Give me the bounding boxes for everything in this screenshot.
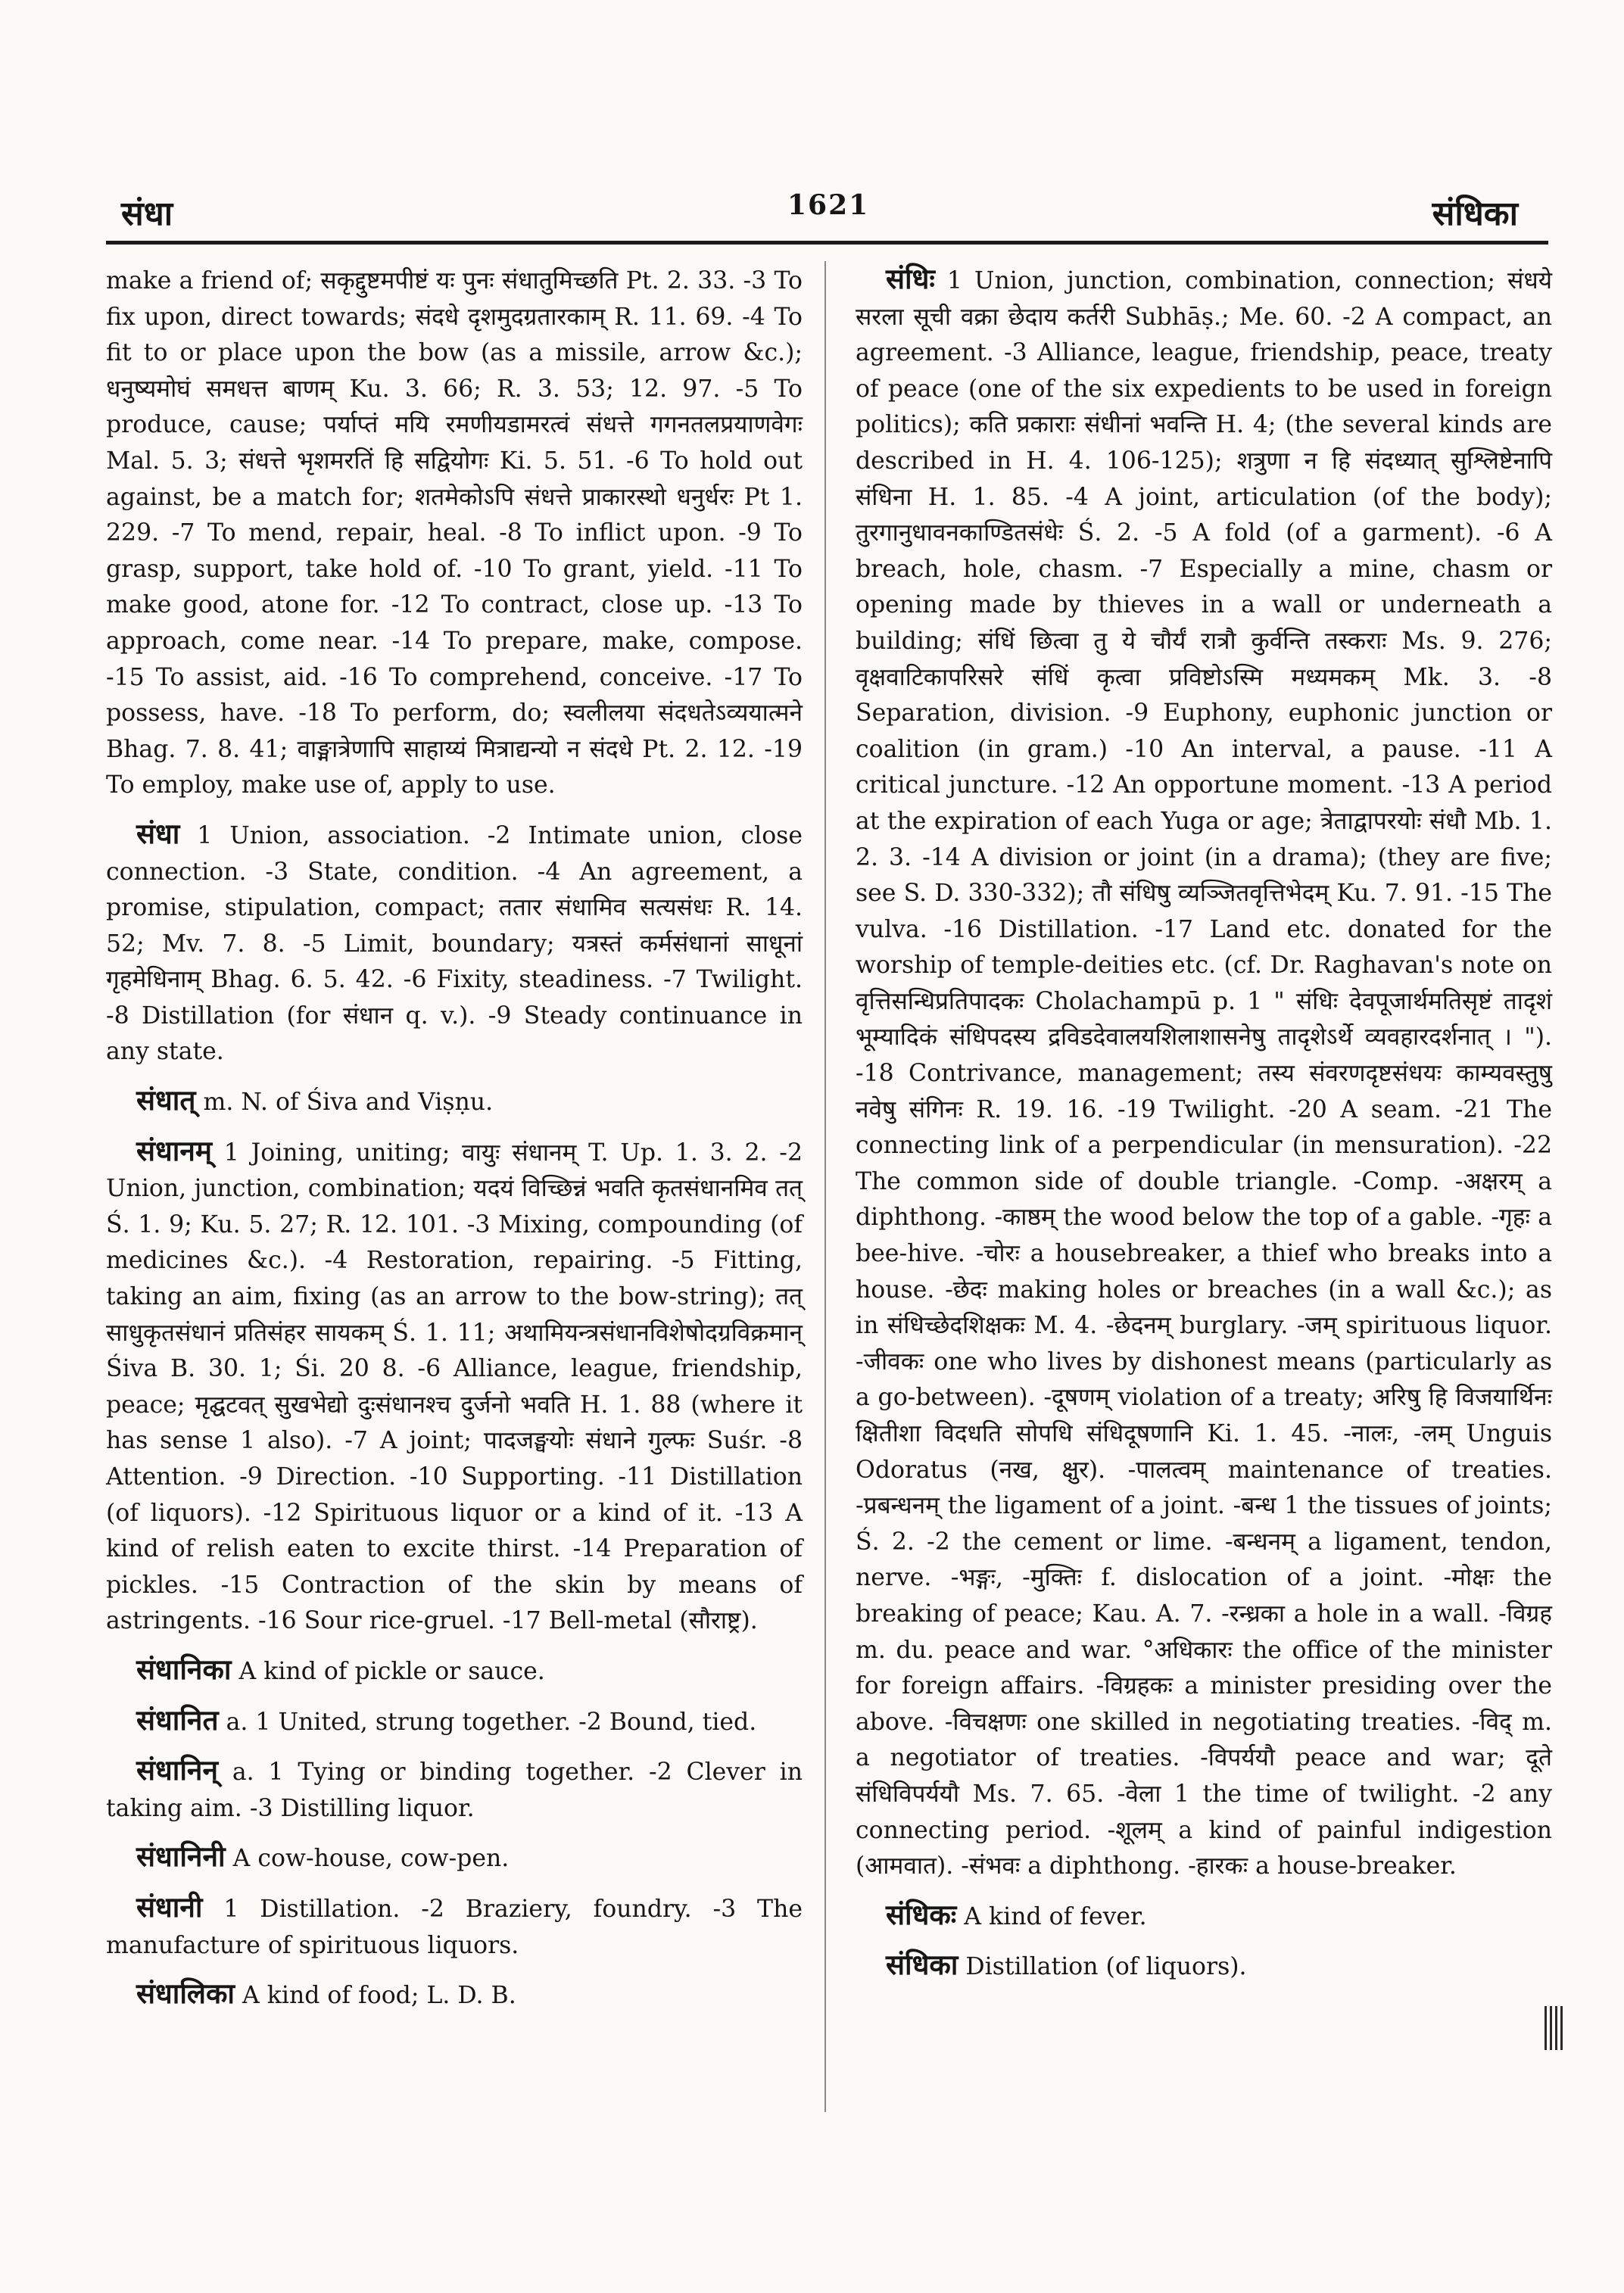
dictionary-entry (106, 1839, 803, 1877)
running-head-left: संधा (121, 195, 173, 233)
entry-headword: संधालिका (136, 1977, 235, 2011)
header-rule (106, 241, 1548, 245)
entry-headword: संधानिन् (136, 1753, 219, 1787)
entry-text: a. 1 Tying or binding together. -2 Clever in taking aim. -3 Distilling liquor. (106, 1759, 803, 1822)
entry-headword: संधिः (886, 262, 935, 295)
entry-headword: संधानी (136, 1890, 203, 1924)
entry-headword: संधानित (136, 1703, 219, 1737)
scan-edge-mark (1545, 2006, 1572, 2050)
dictionary-entry (106, 1890, 803, 1964)
entry-headword: संधानिनी (136, 1840, 226, 1874)
entry-headword: संधा (136, 816, 180, 850)
right-column (856, 261, 1552, 1998)
entry-text: A kind of pickle or sauce. (238, 1657, 545, 1685)
entry-headword: संधानिका (136, 1652, 232, 1686)
dictionary-entry (856, 1897, 1552, 1936)
entry-text: m. N. of Śiva and Viṣṇu. (203, 1089, 494, 1117)
entry-text: 1 Union, association. -2 Intimate union, close connection. -3 State, condition. -4 An agreement, a promise, stipulation, compact; ततार संधामिव सत्यसंधः R. 14. 52; Mv. 7. 8. -5 Limit, boundary; यत्रस्तं कर्मसंधानां साधूनां गृहमेधिनाम् Bhag. 6. 5. 42. -6 Fixity, steadiness. -7 Twilight. -8 Distillation (for संधान q. v.). -9 Steady continuance in any state. (106, 821, 803, 1066)
dictionary-entry (106, 1083, 803, 1121)
dictionary-entry (106, 816, 803, 1070)
entry-text: 1 Joining, uniting; वायुः संधानम् T. Up. 1. 3. 2. -2 Union, junction, combination; यदयं विच्छिन्नं भवति कृतसंधानमिव तत् Ś. 1. 9; Ku. 5. 27; R. 12. 101. -3 Mixing, compounding (of medicines &c.). -4 Restoration, repairing. -5 Fitting, taking an aim, fixing (as an arrow to the bow-string); तत् साधुकृतसंधानं प्रतिसंहर सायकम् Ś. 1. 11; अथामियन्त्रसंधानविशेषोदग्रविक्रमान् Śiva B. 30. 1; Śi. 20 8. -6 Alliance, league, friendship, peace; मृद्घटवत् सुखभेद्यो दुःसंधानश्च दुर्जनो भवति H. 1. 88 (where it has sense 1 also). -7 A joint; पादजङ्घयोः संधाने गुल्फः Suśr. -8 Attention. -9 Direction. -10 Supporting. -11 Distillation (of liquors). -12 Spirituous liquor or a kind of it. -13 A kind of relish eaten to excite thirst. -14 Preparation of pickles. -15 Contraction of the skin by means of astringents. -16 Sour rice-gruel. -17 Bell-metal (सौराष्ट्र). (106, 1139, 803, 1635)
dictionary-entry (856, 1947, 1552, 1986)
running-head-right: संधिका (1432, 195, 1518, 233)
page-header (0, 189, 1624, 235)
entry-text: A cow-house, cow-pen. (232, 1845, 510, 1873)
entry-headword: संधानम् (136, 1133, 213, 1167)
dictionary-entry (106, 1752, 803, 1827)
entry-text: a. 1 United, strung together. -2 Bound, tied. (226, 1708, 757, 1736)
dictionary-entry (106, 1133, 803, 1640)
entry-text: A kind of fever. (964, 1902, 1147, 1930)
dictionary-entry (106, 1703, 803, 1741)
page-number: 1621 (787, 189, 870, 221)
entry-text: 1 Distillation. -2 Braziery, foundry. -3 The manufacture of spirituous liquors. (106, 1895, 803, 1959)
left-column (106, 261, 803, 2027)
entry-text: A kind of food; L. D. B. (242, 1982, 516, 2010)
dictionary-entry (106, 1652, 803, 1690)
entry-headword: संधात् (136, 1083, 196, 1117)
column-divider (824, 261, 826, 2112)
entry-headword: संधिकः (886, 1897, 957, 1931)
dictionary-entry (856, 261, 1552, 1885)
entry-headword: संधिका (886, 1948, 959, 1982)
entry-text: Distillation (of liquors). (965, 1953, 1247, 1981)
entry-text: make a friend of; सकृद्दुष्टमपीष्टं यः पुनः संधातुमिच्छति Pt. 2. 33. -3 To fix upon, direct towards; संदधे दृशमुदग्रतारकाम् R. 11. 69. -4 To fit to or place upon the bow (as a missile, arrow &c.); धनुष्यमोघं समधत्त बाणम् Ku. 3. 66; R. 3. 53; 12. 97. -5 To produce, cause; पर्याप्तं मयि रमणीयडामरत्वं संधत्ते गगनतलप्रयाणवेगः Mal. 5. 3; संधत्ते भृशमरतिं हि सद्वियोगः Ki. 5. 51. -6 To hold out against, be a match for; शतमेकोऽपि संधत्ते प्राकारस्थो धनुर्धरः Pt 1. 229. -7 To mend, repair, heal. -8 To inflict upon. -9 To grasp, support, take hold of. -10 To grant, yield. -11 To make good, atone for. -12 To contract, close up. -13 To approach, come near. -14 To prepare, make, compose. -15 To assist, aid. -16 To comprehend, conceive. -17 To possess, have. -18 To perform, do; स्वलीलया संदधतेऽव्ययात्मने Bhag. 7. 8. 41; वाङ्मात्रेणापि साहाय्यं मित्राद्यन्यो न संदधे Pt. 2. 12. -19 To employ, make use of, apply to use. (106, 267, 803, 799)
entry-text: 1 Union, junction, combination, connection; संधये सरला सूची वक्रा छेदाय कर्तरी Subhāṣ.; Me. 60. -2 A compact, an agreement. -3 Alliance, league, friendship, peace, treaty of peace (one of the six expedients to be used in foreign politics); कति प्रकाराः संधीनां भवन्ति H. 4; (the several kinds are described in H. 4. 106-125); शत्रुणा न हि संदध्यात् सुश्लिष्टेनापि संधिना H. 1. 85. -4 A joint, articulation (of the body); तुरगानुधावनकाण्डितसंधेः Ś. 2. -5 A fold (of a garment). -6 A breach, hole, chasm. -7 Especially a mine, chasm or opening made by thieves in a wall or underneath a building; संधिं छित्वा तु ये चौर्यं रात्रौ कुर्वन्ति तस्कराः Ms. 9. 276; वृक्षवाटिकापरिसरे संधिं कृत्वा प्रविष्टोऽस्मि मध्यमकम् Mk. 3. -8 Separation, division. -9 Euphony, euphonic junction or coalition (in gram.) -10 An interval, a pause. -11 A critical juncture. -12 An opportune moment. -13 A period at the expiration of each Yuga or age; त्रेताद्वापरयोः संधौ Mb. 1. 2. 3. -14 A division or joint (in a drama); (they are five; see S. D. 330-332); तौ संधिषु व्यञ्जितवृत्तिभेदम् Ku. 7. 91. -15 The vulva. -16 Distillation. -17 Land etc. donated for the worship of temple-deities etc. (cf. Dr. Raghavan's note on वृत्तिसन्धिप्रतिपादकः Cholachampū p. 1 " संधिः देवपूजार्थमतिसृष्टं तादृशं भूम्यादिकं संधिपदस्य द्रविडदेवालयशिलाशासनेषु तादृशेऽर्थे व्यवहारदर्शनात् । "). -18 Contrivance, management; तस्य संवरणदृष्टसंधयः काम्यवस्तुषु नवेषु संगिनः R. 19. 16. -19 Twilight. -20 A seam. -21 The connecting link of a perpendicular (in mensuration). -22 The common side of double triangle. -Comp. -अक्षरम् a diphthong. -काष्ठम् the wood below the top of a gable. -गृहः a bee-hive. -चोरः a housebreaker, a thief who breaks into a house. -छेदः making holes or breaches (in a wall &c.); as in संधिच्छेदशिक्षकः M. 4. -छेदनम् burglary. -जम् spirituous liquor. -जीवकः one who lives by dishonest means (particularly as a go-between). -दूषणम् violation of a treaty; अरिषु हि विजयार्थिनः क्षितीशा विदधति सोपधि संधिदूषणानि Ki. 1. 45. -नालः, -लम् Unguis Odoratus (नख, क्षुर). -पालत्वम् maintenance of treaties. -प्रबन्धनम् the ligament of a joint. -बन्ध 1 the tissues of joints; Ś. 2. -2 the cement or lime. -बन्धनम् a ligament, tendon, nerve. -भङ्गः, -मुक्तिः f. dislocation of a joint. -मोक्षः the breaking of peace; Kau. A. 7. -रन्ध्रका a hole in a wall. -विग्रह m. du. peace and war. °अधिकारः the office of the minister for foreign affairs. -विग्रहकः a minister presiding over the above. -विचक्षणः one skilled in negotiating treaties. -विद् m. a negotiator of treaties. -विपर्ययौ peace and war; दूते संधिविपर्ययौ Ms. 7. 65. -वेला 1 the time of twilight. -2 any connecting period. -शूलम् a kind of painful indigestion (आमवात). -संभवः a diphthong. -हारकः a house-breaker. (856, 267, 1552, 1880)
dictionary-entry (106, 1976, 803, 2014)
dictionary-entry (106, 261, 803, 804)
